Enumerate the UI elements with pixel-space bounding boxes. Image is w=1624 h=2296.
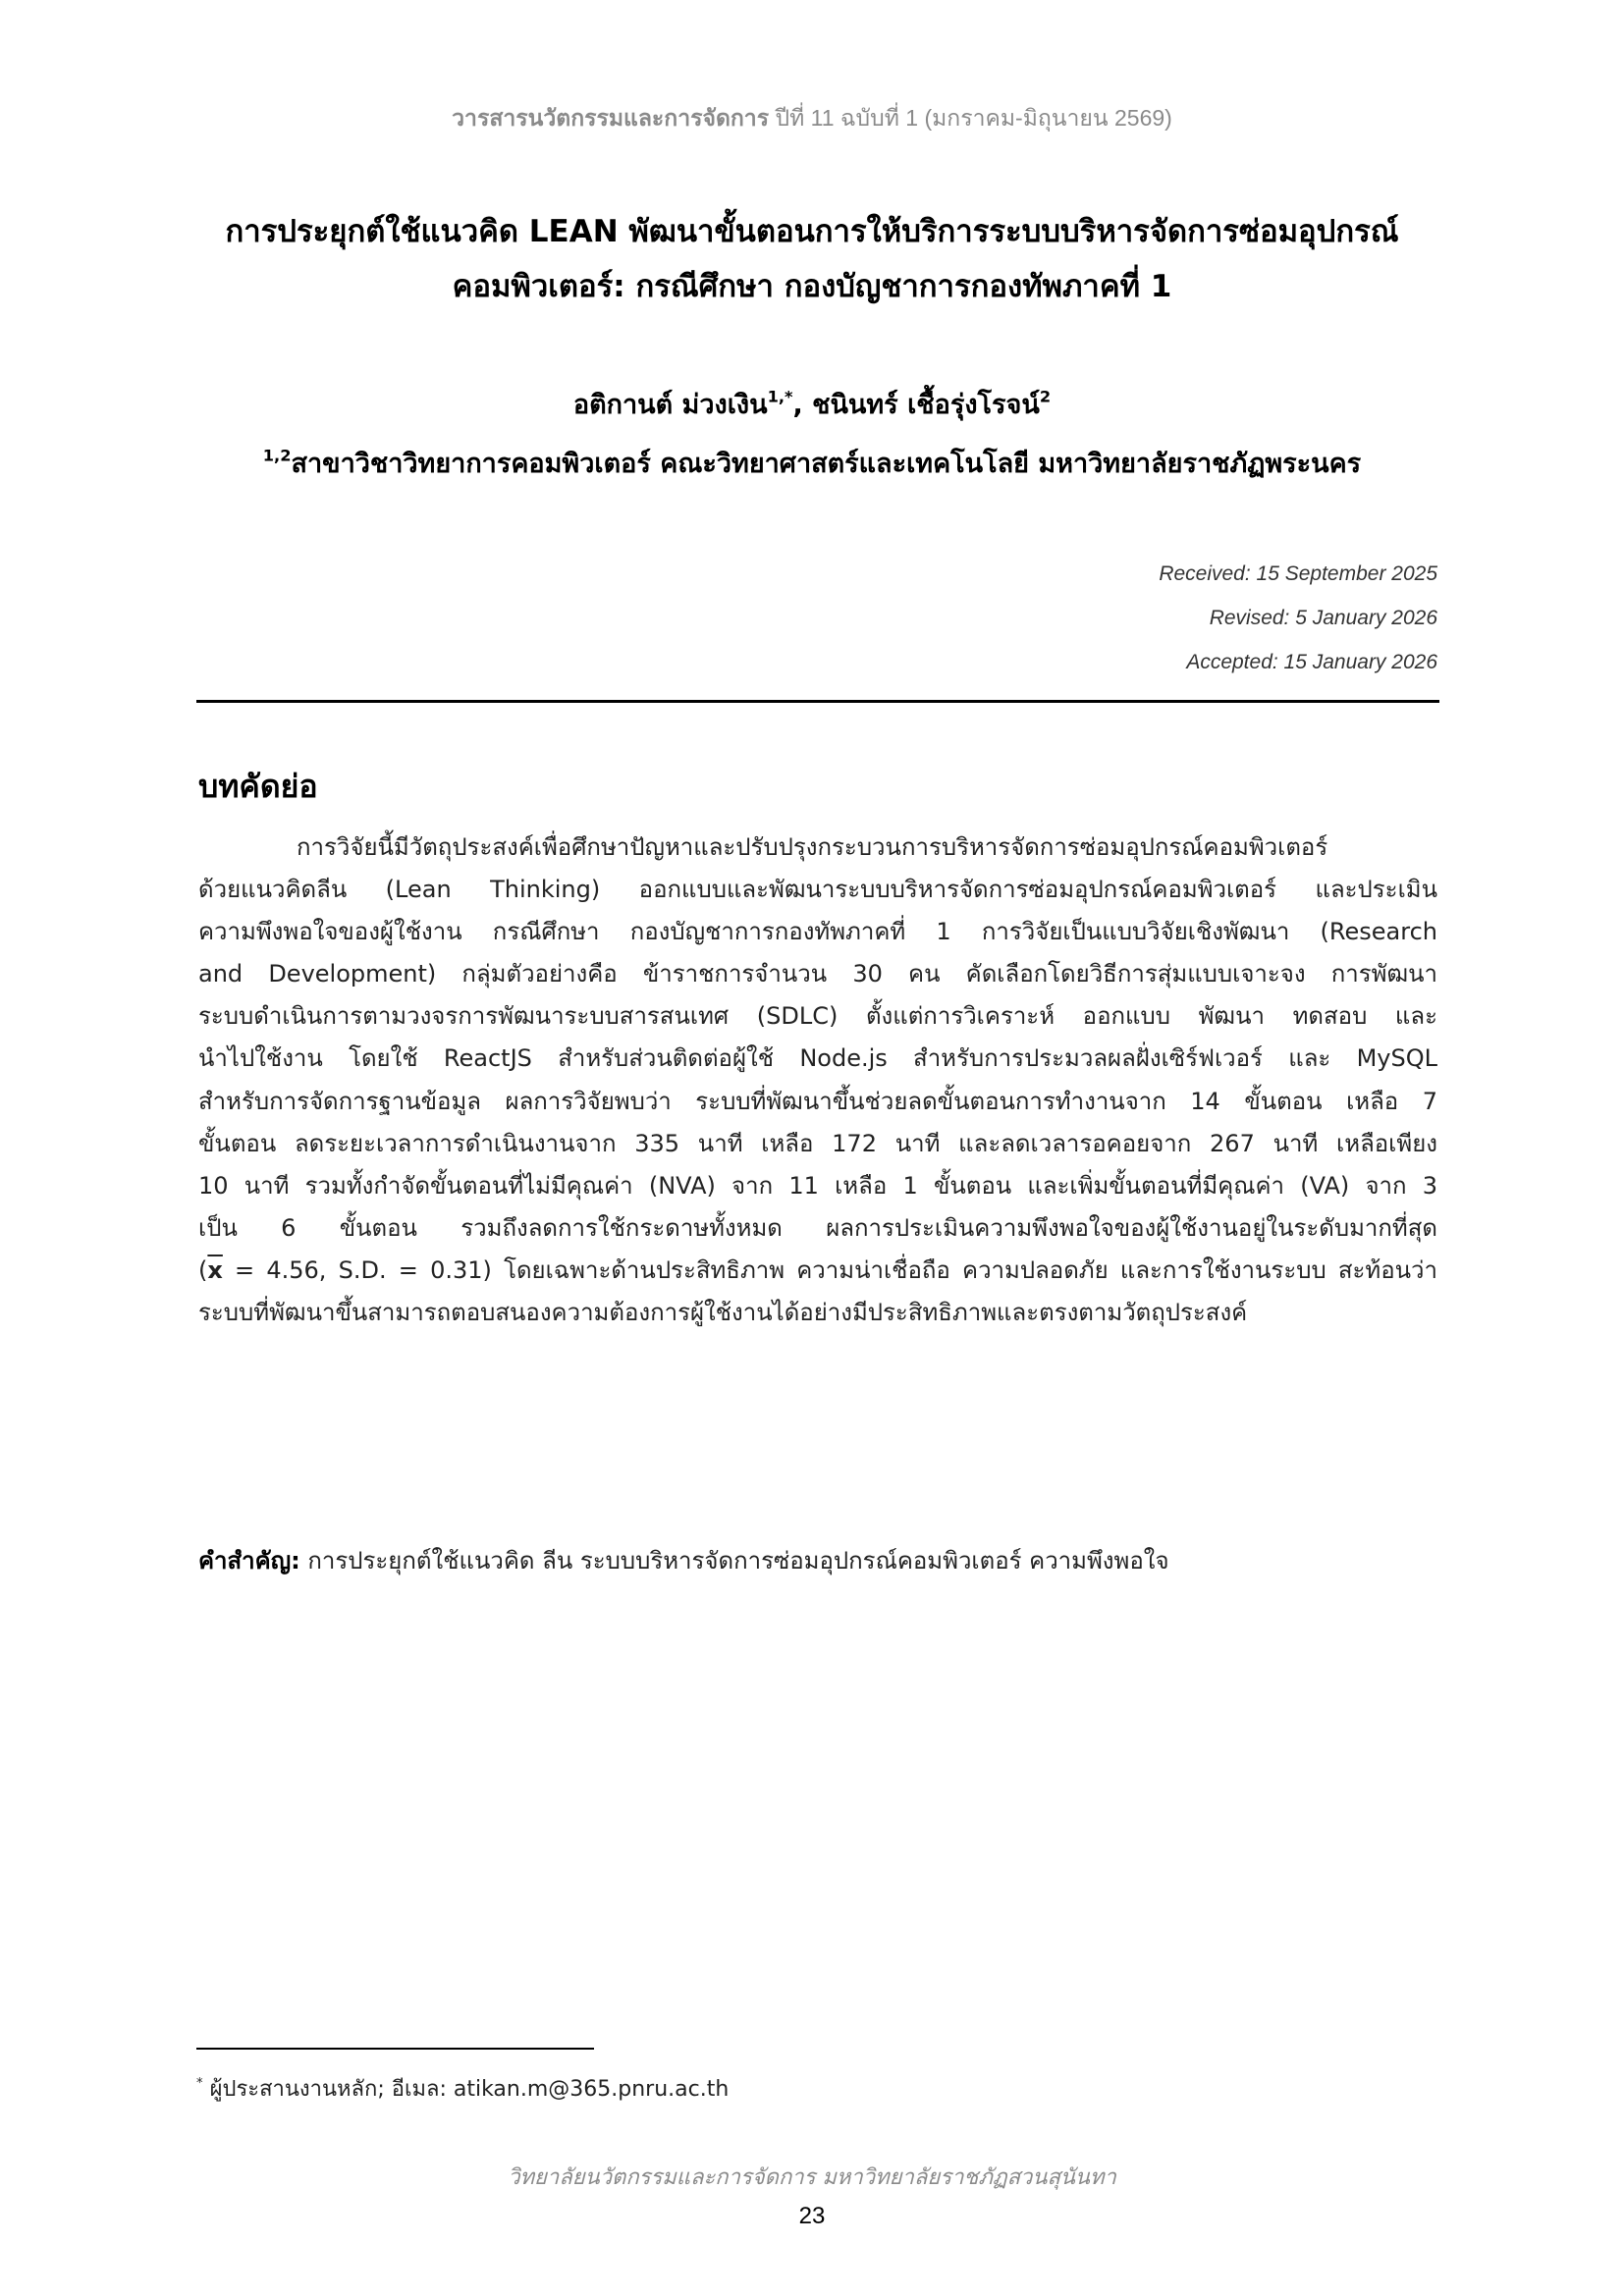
title-line: คอมพิวเตอร์: กรณีศึกษา กองบัญชาการกองทัพภาคที่ 1 <box>452 269 1172 304</box>
received-date: Received: 15 September 2025 <box>1159 562 1437 585</box>
abstract-line: ระบบดำเนินการตามวงจรการพัฒนาระบบสารสนเทศ (SDLC) ตั้งแต่การวิเคราะห์ ออกแบบ พัฒนา ทดสอบ และ <box>198 1002 1437 1031</box>
article-title <box>147 204 1477 314</box>
title-line: การประยุกต์ใช้แนวคิด LEAN พัฒนาขั้นตอนการให้บริการระบบบริหารจัดการซ่อมอุปกรณ์ <box>225 214 1399 249</box>
accepted-date: Accepted: 15 January 2026 <box>1186 651 1437 673</box>
abstract-line: 10 นาที รวมทั้งกำจัดขั้นตอนที่ไม่มีคุณค่า (NVA) จาก 11 เหลือ 1 ขั้นตอน และเพิ่มขั้นตอนที่มีคุณค่า (VA) จาก 3 <box>198 1171 1437 1200</box>
author-affiliation-mark: 1,* <box>767 387 793 406</box>
journal-header <box>0 101 1624 136</box>
mean-symbol: $\overline{x}$ <box>207 1255 223 1284</box>
abstract-line: เป็น 6 ขั้นตอน รวมถึงลดการใช้กระดาษทั้งหมด ผลการประเมินความพึงพอใจของผู้ใช้งานอยู่ในระดับมากที่สุด <box>198 1213 1437 1242</box>
abstract-line: การวิจัยนี้มีวัตถุประสงค์เพื่อศึกษาปัญหาและปรับปรุงกระบวนการบริหารจัดการซ่อมอุปกรณ์คอมพิวเตอร์ <box>297 833 1328 861</box>
affiliation-text: สาขาวิชาวิทยาการคอมพิวเตอร์ คณะวิทยาศาสตร์และเทคโนโลยี มหาวิทยาลัยราชภัฏพระนคร <box>291 449 1362 479</box>
paren-open: ( <box>198 1255 208 1284</box>
abstract-line: ความพึงพอใจของผู้ใช้งาน กรณีศึกษา กองบัญชาการกองทัพภาคที่ 1 การวิจัยเป็นแบบวิจัยเชิงพัฒนา (Research <box>198 918 1437 946</box>
abstract-body <box>198 827 1437 1334</box>
abstract-line: and Development) กลุ่มตัวอย่างคือ ข้าราชการจำนวน 30 คน คัดเลือกโดยวิธีการสุ่มแบบเจาะจง การพัฒนา <box>198 960 1437 988</box>
journal-name: วารสารนวัตกรรมและการจัดการ <box>452 105 770 131</box>
author-affiliation-mark: 2 <box>1039 387 1052 406</box>
author-separator: , <box>792 390 813 420</box>
abstract-line-rest: = 4.56, S.D. = 0.31) โดยเฉพาะด้านประสิทธิภาพ ความน่าเชื่อถือ ความปลอดภัย และการใช้งานระบบ สะท้อนว่า <box>222 1255 1437 1284</box>
page-number: 23 <box>798 2203 826 2229</box>
abstract-line: ด้วยแนวคิดลีน (Lean Thinking) ออกแบบและพัฒนาระบบบริหารจัดการซ่อมอุปกรณ์คอมพิวเตอร์ และประเมิน <box>198 876 1437 904</box>
journal-issue: ปีที่ 11 ฉบับที่ 1 (มกราคม-มิถุนายน 2569) <box>769 105 1172 131</box>
affiliation-mark: 1,2 <box>262 446 292 465</box>
keywords <box>198 1541 1169 1579</box>
author-line <box>0 383 1624 425</box>
header-divider <box>196 700 1439 703</box>
footnote-text: ผู้ประสานงานหลัก; อีเมล: atikan.m@365.pnru.ac.th <box>202 2077 730 2102</box>
affiliation <box>0 442 1624 484</box>
revised-date: Revised: 5 January 2026 <box>1209 607 1437 629</box>
footnote-mark: * <box>196 2075 203 2091</box>
abstract-line <box>198 1250 1437 1292</box>
keywords-label: คำสำคัญ: <box>198 1547 300 1575</box>
abstract-line: ระบบที่พัฒนาขึ้นสามารถตอบสนองความต้องการผู้ใช้งานได้อย่างมีประสิทธิภาพและตรงตามวัตถุประสงค์ <box>198 1299 1248 1327</box>
author-name: อติกานต์ ม่วงเงิน <box>572 390 768 420</box>
abstract-line: สำหรับการจัดการฐานข้อมูล ผลการวิจัยพบว่า ระบบที่พัฒนาขึ้นช่วยลดขั้นตอนการทำงานจาก 14 ขั้นตอน เหลือ 7 <box>198 1087 1437 1115</box>
footer-journal: วิทยาลัยนวัตกรรมและการจัดการ มหาวิทยาลัยราชภัฏสวนสุนันทา <box>508 2165 1116 2190</box>
abstract-line: นำไปใช้งาน โดยใช้ ReactJS สำหรับส่วนติดต่อผู้ใช้ Node.js สำหรับการประมวลผลฝั่งเซิร์ฟเวอร์ และ MySQL <box>198 1044 1437 1073</box>
footnote-divider <box>196 2048 594 2050</box>
abstract-heading: บทคัดย่อ <box>198 768 318 805</box>
footnote <box>196 2071 729 2106</box>
abstract-line: ขั้นตอน ลดระยะเวลาการดำเนินงานจาก 335 นาที เหลือ 172 นาที และลดเวลารอคอยจาก 267 นาที เหลือเพียง <box>198 1129 1437 1157</box>
submission-dates <box>1159 552 1437 684</box>
author-name: ชนินทร์ เชื้อรุ่งโรจน์ <box>812 390 1040 420</box>
keywords-text: การประยุกต์ใช้แนวคิด ลีน ระบบบริหารจัดการซ่อมอุปกรณ์คอมพิวเตอร์ ความพึงพอใจ <box>299 1547 1169 1575</box>
